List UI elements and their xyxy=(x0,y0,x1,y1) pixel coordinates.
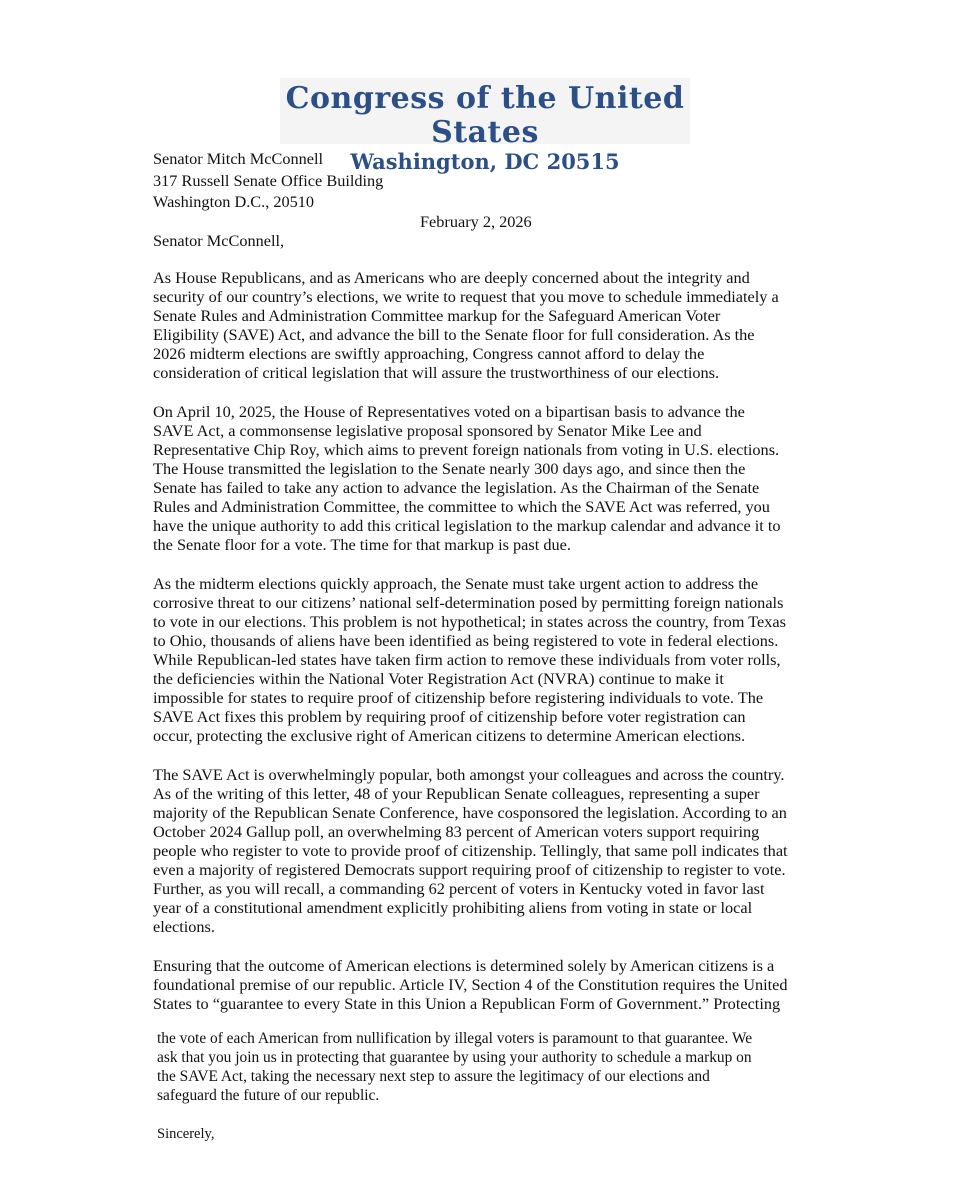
paragraph-line: As House Republicans, and as Americans who are deeply concerned about the integrity and xyxy=(153,268,750,287)
paragraph-line: security of our country’s elections, we write to request that you move to schedule immediately a xyxy=(153,287,779,306)
paragraph-line: SAVE Act fixes this problem by requiring proof of citizenship before voter registration can xyxy=(153,707,746,726)
letterhead xyxy=(280,78,690,174)
paragraph-line: Eligibility (SAVE) Act, and advance the bill to the Senate floor for full consideration. As the xyxy=(153,325,755,344)
paragraph-line: SAVE Act, a commonsense legislative proposal sponsored by Senator Mike Lee and xyxy=(153,421,702,440)
paragraph-line: people who register to vote to provide proof of citizenship. Tellingly, that same poll indicates that xyxy=(153,841,788,860)
paragraph-line: Further, as you will recall, a commanding 62 percent of voters in Kentucky voted in favor last xyxy=(153,879,765,898)
paragraph-line: the Senate floor for a vote. The time for that markup is past due. xyxy=(153,535,571,554)
paragraph-line: As of the writing of this letter, 48 of your Republican Senate colleagues, representing a super xyxy=(153,784,760,803)
letterhead-title: Congress of the United States xyxy=(285,81,685,150)
paragraph-line: Senate Rules and Administration Committee markup for the Safeguard American Voter xyxy=(153,306,721,325)
paragraph-line: While Republican-led states have taken firm action to remove these individuals from voter rolls, xyxy=(153,650,781,669)
paragraph-line: elections. xyxy=(153,917,215,936)
paragraph-line: consideration of critical legislation that will assure the trustworthiness of our elections. xyxy=(153,363,720,382)
paragraph-line: the vote of each American from nullification by illegal voters is paramount to that guarantee. We xyxy=(157,1030,753,1047)
paragraph-line: 2026 midterm elections are swiftly approaching, Congress cannot afford to delay the xyxy=(153,344,705,363)
paragraph-line: to Ohio, thousands of aliens have been identified as being registered to vote in federal elections. xyxy=(153,631,779,650)
letter-date: February 2, 2026 xyxy=(420,212,532,231)
paragraph-line: The SAVE Act is overwhelmingly popular, both amongst your colleagues and across the country. xyxy=(153,765,785,784)
recipient-name: Senator Mitch McConnell xyxy=(153,149,324,168)
recipient-city: Washington D.C., 20510 xyxy=(153,192,315,211)
paragraph-line: majority of the Republican Senate Conference, have cosponsored the legislation. According to an xyxy=(153,803,787,822)
paragraph-line: States to “guarantee to every State in this Union a Republican Form of Government.” Protecting xyxy=(153,994,781,1013)
paragraph-line: corrosive threat to our citizens’ national self-determination posed by permitting foreign nationals xyxy=(153,593,784,612)
paragraph-line: even a majority of registered Democrats support requiring proof of citizenship to register to vote. xyxy=(153,860,786,879)
paragraph-line: Senate has failed to take any action to advance the legislation. As the Chairman of the Senate xyxy=(153,478,760,497)
paragraph-line: Rules and Administration Committee, the committee to which the SAVE Act was referred, you xyxy=(153,497,770,516)
paragraph-line: year of a constitutional amendment explicitly prohibiting aliens from voting in state or local xyxy=(153,898,753,917)
closing: Sincerely, xyxy=(157,1126,215,1142)
paragraph-line: Ensuring that the outcome of American elections is determined solely by American citizens is a xyxy=(153,956,775,975)
paragraph-line: foundational premise of our republic. Article IV, Section 4 of the Constitution requires the United xyxy=(153,975,788,994)
paragraph-line: As the midterm elections quickly approach, the Senate must take urgent action to address the xyxy=(153,574,759,593)
paragraph-line: On April 10, 2025, the House of Representatives voted on a bipartisan basis to advance the xyxy=(153,402,745,421)
paragraph-line: the SAVE Act, taking the necessary next step to assure the legitimacy of our elections and xyxy=(157,1068,710,1085)
paragraph-line: the deficiencies within the National Voter Registration Act (NVRA) continue to make it xyxy=(153,669,724,688)
paragraph-line: October 2024 Gallup poll, an overwhelming 83 percent of American voters support requiring xyxy=(153,822,760,841)
recipient-address: 317 Russell Senate Office Building xyxy=(153,171,384,190)
salutation: Senator McConnell, xyxy=(153,231,285,250)
paragraph-line: The House transmitted the legislation to the Senate nearly 300 days ago, and since then the xyxy=(153,459,746,478)
paragraph-line: Representative Chip Roy, which aims to prevent foreign nationals from voting in U.S. elections. xyxy=(153,440,780,459)
paragraph-line: have the unique authority to add this critical legislation to the markup calendar and advance it to xyxy=(153,516,781,535)
paragraph-line: impossible for states to require proof of citizenship before registering individuals to vote. The xyxy=(153,688,764,707)
paragraph-line: safeguard the future of our republic. xyxy=(157,1087,380,1104)
paragraph-line: ask that you join us in protecting that guarantee by using your authority to schedule a markup on xyxy=(157,1049,752,1066)
paragraph-line: occur, protecting the exclusive right of American citizens to determine American elections. xyxy=(153,726,746,745)
paragraph-line: to vote in our elections. This problem is not hypothetical; in states across the country, from Texas xyxy=(153,612,786,631)
letterhead-subtitle: Washington, DC 20515 xyxy=(350,149,620,174)
